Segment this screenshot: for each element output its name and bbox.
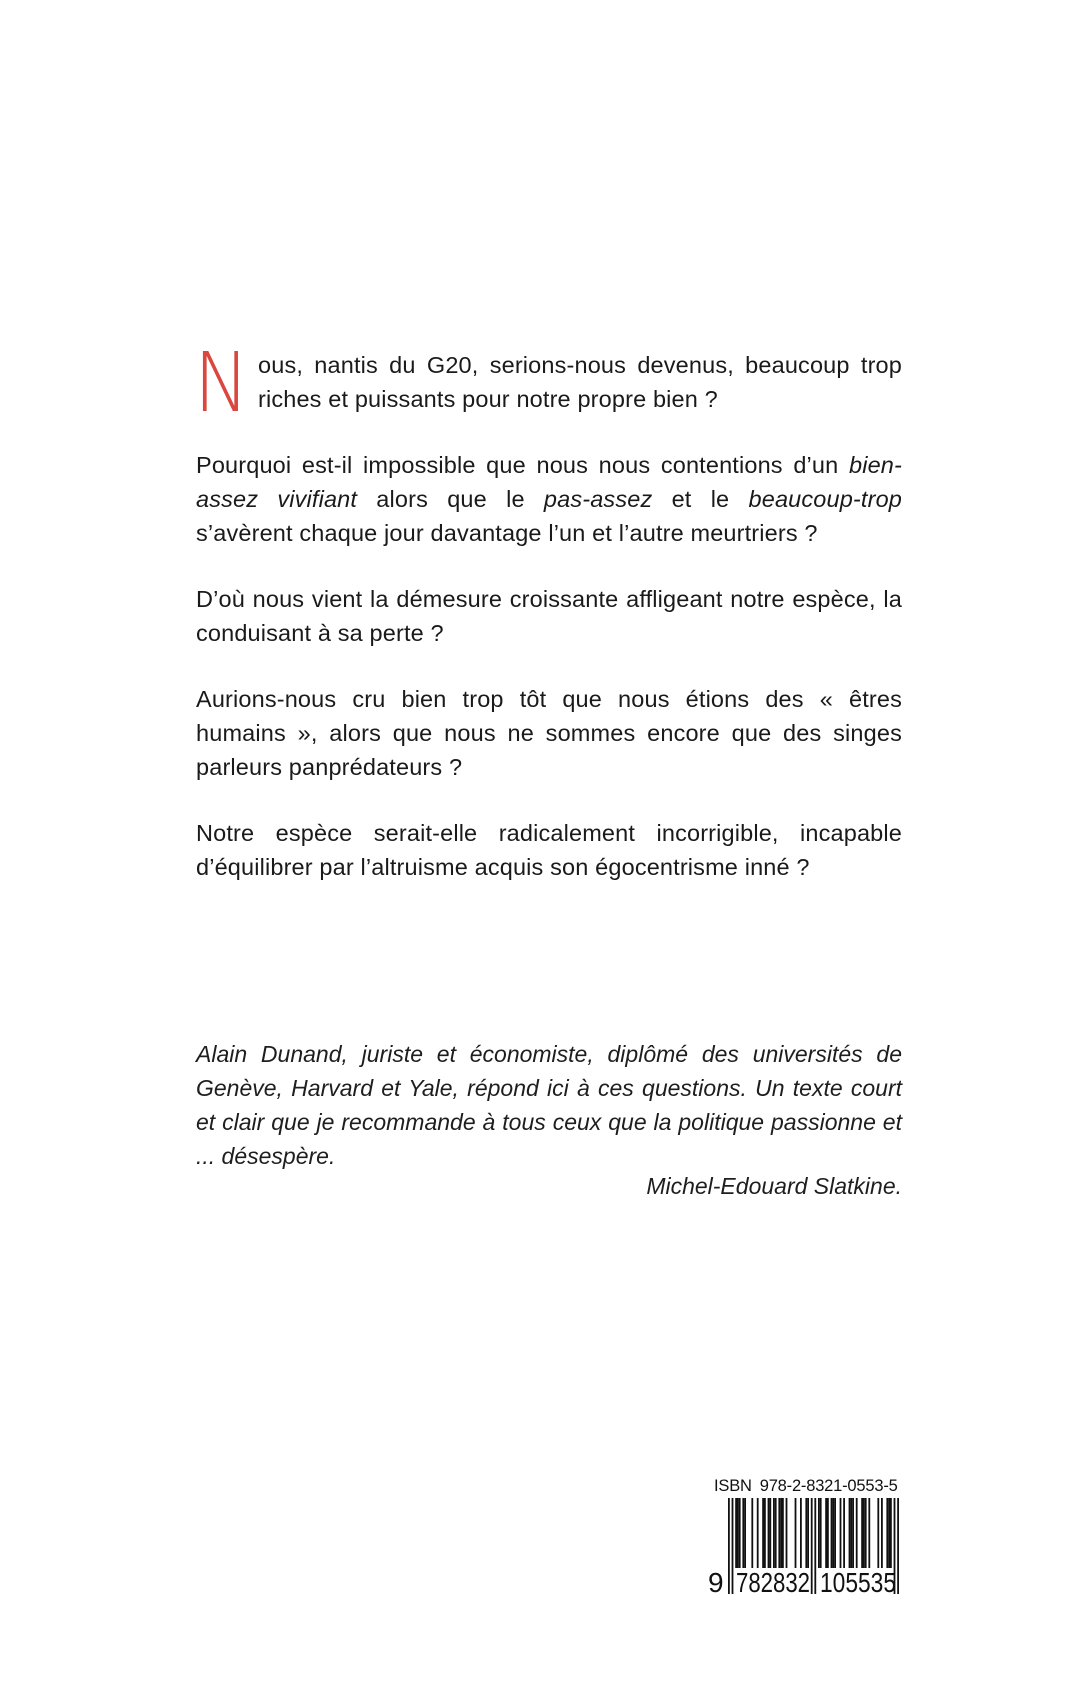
barcode-bar [888,1498,890,1568]
barcode-bar [807,1498,809,1568]
barcode-bar [843,1498,845,1568]
barcode-bar [732,1498,734,1594]
barcode-bar [769,1498,771,1568]
barcode-bar [751,1498,753,1568]
ean-first-digit: 9 [708,1567,724,1598]
barcode-bar [778,1498,780,1568]
question-paragraph-4 [196,682,902,784]
barcode-bar [739,1498,741,1568]
barcode-bar [868,1498,870,1568]
barcode-bar [782,1498,784,1568]
barcode-bar [757,1498,759,1568]
barcode-bar [886,1498,888,1568]
barcode-bar [852,1498,854,1568]
barcode-bar [773,1498,775,1568]
barcode-bar [786,1498,788,1568]
barcode-bar [775,1498,777,1568]
endorsement-quote: Alain Dunand, juriste et économiste, diplômé des universités de Genève, Harvard et Yale, répond ici à ces questions. Un texte court et clair que je recommande à tous ceux que la politique passionne et ... désespère. [196,1041,902,1169]
barcode-bar [728,1498,730,1594]
question-text: et le [652,486,749,512]
barcode-bar [764,1498,766,1568]
barcode-bar [832,1498,834,1568]
ean-left-group: 782832 [736,1567,810,1598]
isbn-number: 978-2-8321-0553-5 [759,1477,898,1495]
isbn-label [714,1476,904,1496]
question-text: D’où nous vient la démesure croissante affligeant notre espèce, la conduisant à sa perte ? [196,586,902,646]
barcode-bar [850,1498,852,1568]
question-text: alors que le [357,486,544,512]
barcode-bar [737,1498,739,1568]
question-paragraph-3 [196,582,902,650]
barcode-bar [831,1498,833,1568]
barcode-bar [861,1498,863,1568]
isbn-barcode [706,1476,904,1598]
barcode-bar [849,1498,851,1568]
emphasis-beaucoup-trop: beaucoup-trop [748,486,903,512]
question-text: Notre espèce serait-elle radicalement incorrigible, incapable d’équilibrer par l’altruisme acquis son égocentrisme inné ? [196,820,902,880]
barcode-bar [865,1498,867,1568]
barcode-bar [834,1498,836,1568]
barcode-bar [744,1498,746,1568]
isbn-word: ISBN [714,1477,752,1495]
barcode-bar [890,1498,892,1568]
ean-right-group: 105535 [820,1567,896,1598]
barcode-bar [795,1498,797,1568]
barcode-bar [742,1498,744,1568]
barcode-bar [800,1498,802,1568]
questions-block [194,336,903,916]
question-paragraph-1 [194,336,902,431]
emphasis-bien-assez: bien-assez vivifiant [196,452,902,512]
drop-cap: N [194,336,250,431]
barcode-bar [780,1498,782,1568]
question-text: ous, nantis du G20, serions-nous devenus, beaucoup trop riches et puissants pour notre propre bien ? [258,352,902,412]
endorsement-attribution: Michel-Edouard Slatkine. [646,1173,902,1199]
barcode-bar [820,1498,822,1568]
question-text: Aurions-nous cru bien trop tôt que nous étions des « êtres humains », alors que nous ne sommes encore que des singes parleurs panprédateurs ? [196,686,902,780]
barcode-bar [762,1498,764,1568]
barcode-bar [897,1498,899,1594]
barcode-bar [735,1498,737,1568]
question-paragraph-2 [196,448,902,550]
barcode-bar [805,1498,807,1568]
emphasis-pas-assez: pas-assez [543,486,653,512]
barcode-bar [811,1498,813,1594]
barcode-bar [863,1498,865,1568]
question-text: s’avèrent chaque jour davantage l’un et l’autre meurtriers ? [196,520,818,546]
barcode-bar [827,1498,829,1568]
barcode-bar [768,1498,770,1568]
barcode-graphic [706,1498,904,1598]
barcode-bar [856,1498,858,1568]
question-paragraph-5 [196,816,902,884]
barcode-bar [818,1498,820,1568]
barcode-bar [825,1498,827,1568]
barcode-bar [877,1498,879,1568]
barcode-bar [814,1498,816,1594]
question-text: Pourquoi est-il impossible que nous nous contentions d’un [196,452,849,478]
barcode-bar [840,1498,842,1568]
barcode-bar [881,1498,883,1568]
